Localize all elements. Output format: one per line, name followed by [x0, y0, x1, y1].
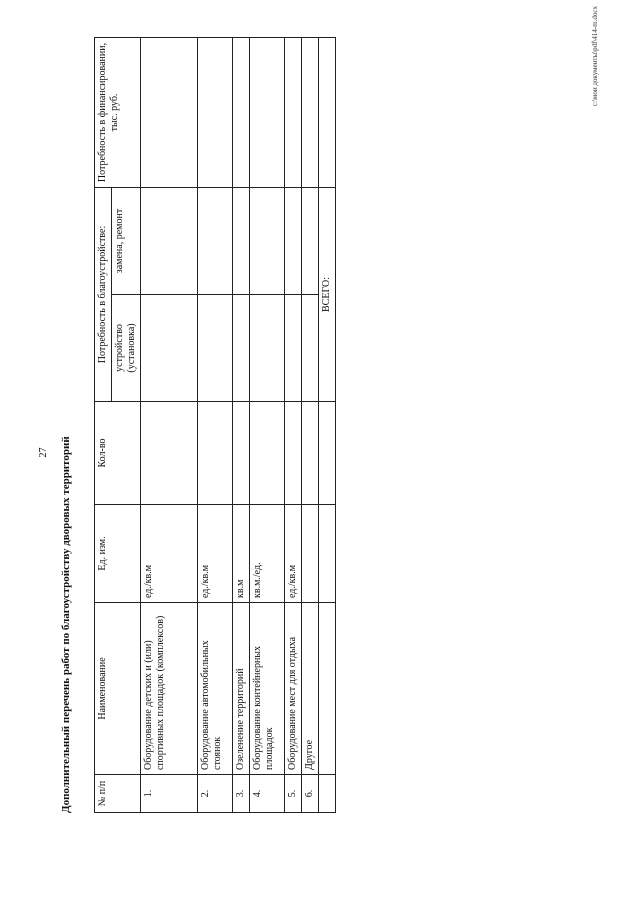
row-unit: ед./кв.м [198, 505, 233, 603]
row-qty [302, 402, 319, 505]
row-device [141, 295, 198, 402]
header-num: № п/п [95, 775, 141, 813]
works-table [94, 37, 336, 813]
header-repair: замена, ремонт [112, 187, 141, 294]
row-qty [198, 402, 233, 505]
total-label: ВСЕГО: [319, 187, 336, 401]
row-finance [250, 37, 285, 187]
row-unit: кв.м./ед. [250, 505, 285, 603]
row-name: Оборудование контейнерных площадок [250, 603, 285, 775]
row-repair [285, 187, 302, 294]
table-row [285, 37, 302, 812]
row-finance [141, 37, 198, 187]
row-qty [250, 402, 285, 505]
total-finance-cell [319, 37, 336, 187]
row-name: Оборудование автомобильных стоянок [198, 603, 233, 775]
row-name: Оборудование детских и (или) спортивных площадок (комплексов) [141, 603, 198, 775]
row-device [250, 295, 285, 402]
row-device [285, 295, 302, 402]
header-qty: Кол-во [95, 402, 141, 505]
row-num: 3. [233, 775, 250, 813]
row-name: Другое [302, 603, 319, 775]
row-unit: ед./кв.м [141, 505, 198, 603]
row-num: 1. [141, 775, 198, 813]
total-name-cell [319, 603, 336, 775]
row-repair [198, 187, 233, 294]
row-name: Оборудование мест для отдыха [285, 603, 302, 775]
row-unit: кв.м [233, 505, 250, 603]
row-qty [141, 402, 198, 505]
total-unit-cell [319, 505, 336, 603]
footer-file-path: c:\мои документы\pdf\414-m.docx [591, 6, 599, 107]
row-device [302, 295, 319, 402]
row-unit: ед./кв.м [285, 505, 302, 603]
row-repair [233, 187, 250, 294]
row-device [198, 295, 233, 402]
header-device: устройство (установка) [112, 295, 141, 402]
table-header-row [95, 37, 112, 812]
total-num-cell [319, 775, 336, 813]
row-qty [285, 402, 302, 505]
row-finance [285, 37, 302, 187]
row-num: 6. [302, 775, 319, 813]
row-num: 2. [198, 775, 233, 813]
header-finance: Потребность в финансировании, тыс. руб. [95, 37, 141, 187]
row-name: Озеленение территорий [233, 603, 250, 775]
table-row [250, 37, 285, 812]
row-finance [233, 37, 250, 187]
row-qty [233, 402, 250, 505]
page-number: 27 [38, 447, 49, 458]
row-finance [302, 37, 319, 187]
table-row [141, 37, 198, 812]
header-name: Наименование [95, 603, 141, 775]
row-repair [141, 187, 198, 294]
row-device [233, 295, 250, 402]
row-num: 4. [250, 775, 285, 813]
total-row [319, 37, 336, 812]
row-repair [250, 187, 285, 294]
row-unit [302, 505, 319, 603]
row-num: 5. [285, 775, 302, 813]
table-row [198, 37, 233, 812]
row-repair [302, 187, 319, 294]
header-need: Потребность в благоустройстве: [95, 187, 112, 401]
document-title: Дополнительный перечень работ по благоустройству дворовых территорий [60, 436, 72, 813]
total-qty-cell [319, 402, 336, 505]
table-row [302, 37, 319, 812]
header-unit: Ед. изм. [95, 505, 141, 603]
table-row [233, 37, 250, 812]
row-finance [198, 37, 233, 187]
